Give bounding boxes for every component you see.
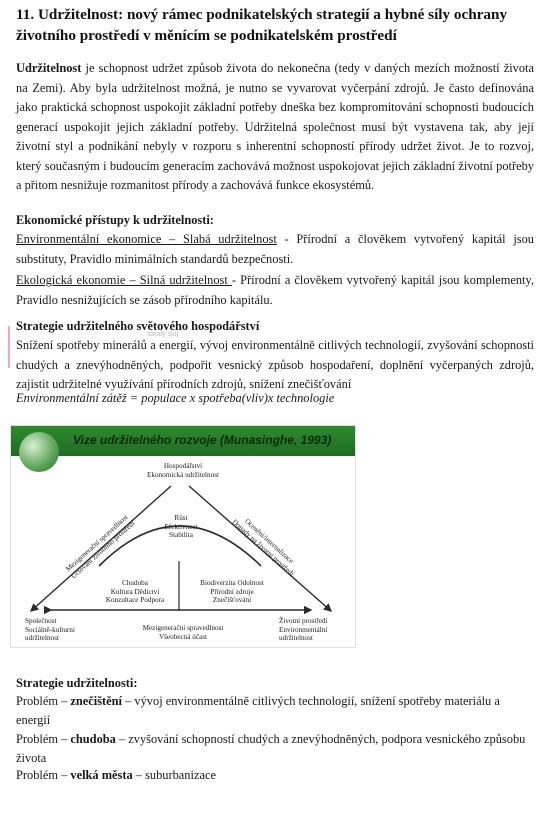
economic-heading: Ekonomické přístupy k udržitelnosti: <box>16 213 214 227</box>
intro-paragraph <box>16 59 534 196</box>
world-text: Snížení spotřeby minerálů a energií, vývoj environmentálně citlivých technologií, zvyšování schopnosti chudých a znevýhodněných, podpořit vesnický způsob hospodaření, doplnění vyčerpaných zdrojů, zajistit udržitelné využívání přírodních zdrojů, snížení znečišťování <box>16 338 534 391</box>
sustainability-diagram <box>10 425 356 648</box>
weak-text: - Přírodní a člověkem vytvořený kapitál jsou substituty, Pravidlo minimálních standardů bezpečnosti. <box>16 232 534 266</box>
label-right-edge: Ocenění/internalizace Dopady na životní prostředí <box>230 517 296 578</box>
strategy-prefix: Problém – <box>16 768 71 782</box>
label-bottom-middle: Mezigenerační spravedlnost Všeobecná účast <box>142 624 224 641</box>
strategies-heading: Strategie udržitelnosti: <box>16 676 138 690</box>
label-center: Růst Efektivnost Stabilita <box>164 514 198 540</box>
weak-sustainability <box>16 230 534 269</box>
world-formula: Environmentální zátěž = populace x spotřeba(vliv)x technologie <box>16 391 335 405</box>
strategy-text: – zvyšování schopností chudých a znevýhodněných, podpora vesnického způsobu života <box>16 732 526 765</box>
world-heading: Strategie udržitelného světového hospodářství <box>16 319 260 333</box>
label-environment: Životní prostředí Environmentální udržitelnost <box>279 617 328 643</box>
label-left-inner: Chudoba Kultura Dědictví Konzultace Podpora <box>105 579 165 605</box>
strategy-item <box>16 766 534 785</box>
section-heading: 11. Udržitelnost: nový rámec podnikatelských strategií a hybné síly ochrany životního prostředí v měnícím se podnikatelském prostředí <box>16 6 508 44</box>
weak-title: Environmentální ekonomice – Slabá udržitelnost <box>16 232 277 246</box>
strategy-keyword: chudoba <box>70 732 116 746</box>
label-economy: Hospodářství Ekonomická udržitelnost <box>146 462 220 479</box>
strong-text: - Přírodní a člověkem vytvořený kapitál jsou komplementy, Pravidlo nesnižujících se zásob přírodního kapitálu. <box>16 273 534 307</box>
intro-text: je schopnost udržet způsob života do nekonečna (tedy v daných mezích možností života na Zemi). Aby byla udržitelnost možná, je nutno se vyvarovat vyčerpání zdrojů. Je často definována jako praktická schopnost uspokojit základní potřeby dneška bez kompromitování schopnosti budoucích generací uspokojit jejich základní potřeby. Udržitelná společnost musí být vystavena tak, aby její životní styl a podnikání nebyly v rozporu s inherentní schopností přírody udržet život. Je to rozvoj, který současným i budoucím generacím zachovává možnost uspokojovat jejich základní životní potřeby a přitom nesnižuje rozmanitost přírody a zachovává funkce ekosystémů. <box>16 61 534 192</box>
strategy-text: – suburbanizace <box>132 768 216 782</box>
strategy-item <box>16 730 534 768</box>
strong-sustainability <box>16 271 534 310</box>
margin-highlight <box>8 326 10 368</box>
strategy-item <box>16 692 534 730</box>
strategy-keyword: velká města <box>70 768 133 782</box>
strategy-keyword: znečištění <box>70 694 123 708</box>
strategy-text: – vývoj environmentálně citlivých technologií, snížení spotřeby materiálu a energií <box>16 694 500 727</box>
diagram-title: Vize udržitelného rozvoje (Munasinghe, 1993) <box>73 433 332 447</box>
label-left-edge: Mezigenerační spravedlnost Učtování životního prostředí <box>64 513 137 581</box>
pencil-note: Idealy sluj <box>147 331 179 338</box>
intro-term: Udržitelnost <box>16 61 82 75</box>
strong-title: Ekologická ekonomie – Silná udržitelnost <box>16 273 232 287</box>
label-right-inner: Biodiverzita Odolnost Přírodní zdroje Znečišťování <box>200 579 264 605</box>
strategy-prefix: Problém – <box>16 694 71 708</box>
strategy-prefix: Problém – <box>16 732 71 746</box>
label-society: Společnost Sociálně-kulturní udržitelnost <box>25 617 75 643</box>
